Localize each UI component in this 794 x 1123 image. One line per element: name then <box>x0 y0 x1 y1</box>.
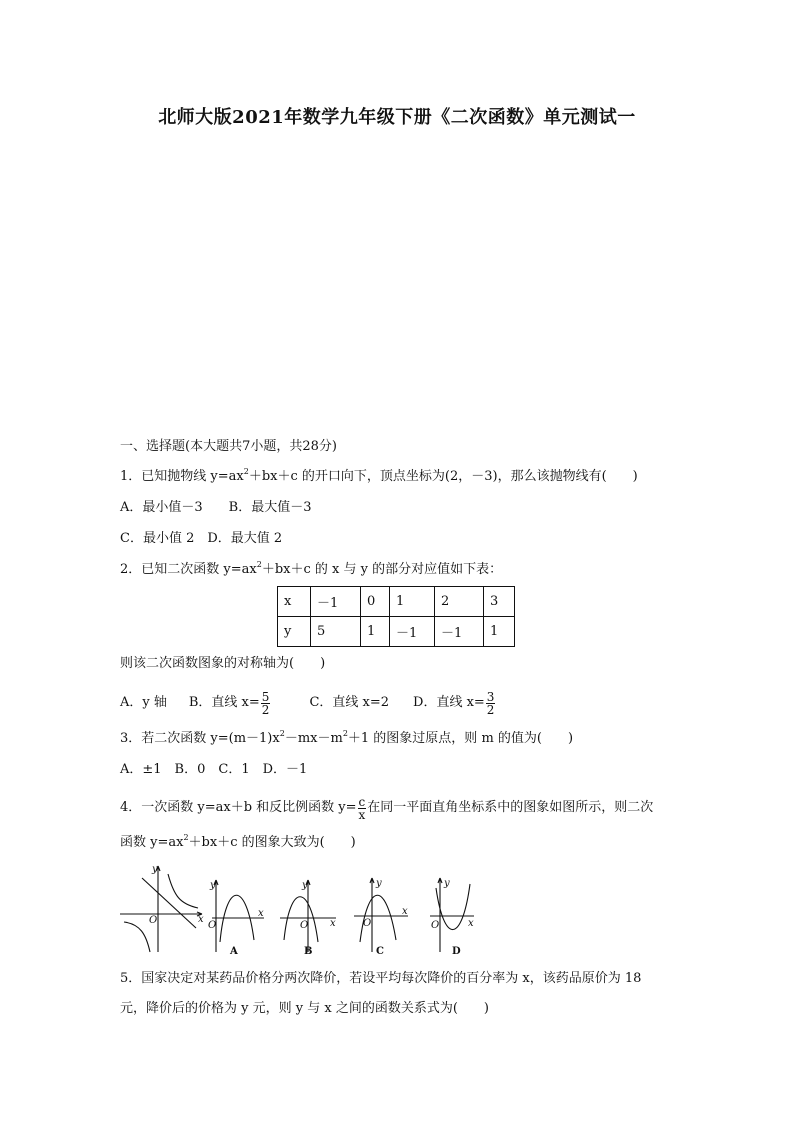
section-heading: 一、选择题(本大题共7小题，共28分) <box>120 439 337 454</box>
q4-line2-pre: 函数 y=ax <box>120 835 184 850</box>
fraction-denominator: 2 <box>261 702 270 717</box>
q3-options: A．±1 B．0 C．1 D．－1 <box>120 762 308 777</box>
q2-option-a: A．y 轴 <box>120 695 167 710</box>
question-3 <box>120 731 573 747</box>
table-cell: x <box>278 587 311 617</box>
q3-sup-2: 2 <box>342 729 348 738</box>
parabola <box>220 895 254 942</box>
q4-text-post: 在同一平面直角坐标系中的图象如图所示，则二次 <box>367 800 654 815</box>
q2-sup: 2 <box>256 560 262 569</box>
option-a-graph <box>208 880 264 957</box>
option-label-d: D <box>452 946 461 957</box>
q2-option-c: C．直线 x=2 <box>309 695 390 710</box>
fraction-numerator: 5 <box>261 689 270 704</box>
table-cell: 3 <box>484 587 515 617</box>
y-axis-label: y <box>210 880 216 891</box>
q2-option-b: B．直线 x= <box>188 695 260 710</box>
fraction-numerator: 3 <box>486 689 495 704</box>
fraction-denominator: x <box>358 807 366 822</box>
origin-label: O <box>149 915 158 926</box>
question-1 <box>120 469 638 485</box>
q1-options-ab: A．最小值－3 B．最大值－3 <box>120 500 312 515</box>
q1-sup: 2 <box>243 467 249 476</box>
q4-line2-post: ＋bx＋c 的图象大致为( ) <box>188 835 356 850</box>
hyperbola-branch-lower <box>124 922 150 952</box>
table-cell: －1 <box>435 617 484 647</box>
question-5: 5．国家决定对某药品价格分两次降价，若设平均每次降价的百分率为 x，该药品原价为 18 <box>120 971 642 986</box>
q3-text-post: ＋1 的图象过原点，则 m 的值为( ) <box>347 731 574 746</box>
parabola <box>436 884 470 930</box>
q2-option-d-fraction <box>486 691 496 716</box>
q4-line2-sup: 2 <box>183 833 189 842</box>
x-axis-label: x <box>468 918 474 929</box>
reference-graph <box>120 864 204 952</box>
y-axis-label: y <box>444 878 450 889</box>
x-axis-label: x <box>330 918 336 929</box>
option-d-graph <box>430 878 474 957</box>
q2-ask: 则该二次函数图象的对称轴为( ) <box>120 656 326 671</box>
q4-fraction <box>358 796 367 821</box>
table-cell: 1 <box>361 617 390 647</box>
option-b-graph <box>280 880 336 957</box>
q3-text-pre: 3．若二次函数 y=(m－1)x <box>120 731 280 746</box>
question-2 <box>120 562 502 578</box>
q1-text-pre: 1．已知抛物线 y=ax <box>120 469 244 484</box>
table-cell: －1 <box>311 587 361 617</box>
q3-sup-1: 2 <box>279 729 285 738</box>
q2-option-d: D．直线 x= <box>413 695 485 710</box>
fraction-denominator: 2 <box>486 702 495 717</box>
x-axis-label: x <box>198 914 204 925</box>
table-cell: 0 <box>361 587 390 617</box>
x-axis-label: x <box>402 906 408 917</box>
origin-label: O <box>300 920 309 931</box>
page-title: 北师大版2021年数学九年级下册《二次函数》单元测试一 <box>158 107 636 128</box>
table-cell: 1 <box>390 587 435 617</box>
origin-label: O <box>363 918 372 929</box>
table-row <box>278 587 515 617</box>
y-axis-label: y <box>302 880 308 891</box>
y-axis-label: y <box>152 864 158 875</box>
question-4 <box>120 793 653 823</box>
y-axis-label: y <box>376 878 382 889</box>
fraction-numerator: c <box>358 794 366 809</box>
q4-text-pre: 4．一次函数 y=ax＋b 和反比例函数 y= <box>120 800 357 815</box>
q5-line-2: 元，降价后的价格为 y 元，则 y 与 x 之间的函数关系式为( ) <box>120 1001 489 1016</box>
value-table <box>277 586 515 647</box>
option-label-c: C <box>376 946 384 957</box>
q4-line-2 <box>120 835 356 851</box>
origin-label: O <box>431 920 440 931</box>
q2-options <box>120 688 496 718</box>
option-label-a: A <box>230 946 238 957</box>
q1-text-post: ＋bx＋c 的开口向下，顶点坐标为(2，－3)，那么该抛物线有( ) <box>248 469 638 484</box>
option-c-graph <box>354 878 408 957</box>
table-cell: y <box>278 617 311 647</box>
q2-text-post: ＋bx＋c 的 x 与 y 的部分对应值如下表： <box>261 562 503 577</box>
q3-text-mid: －mx－m <box>284 731 343 746</box>
q2-option-b-fraction <box>261 691 271 716</box>
q1-options-cd: C．最小值 2 D．最大值 2 <box>120 531 283 546</box>
q2-text-pre: 2．已知二次函数 y=ax <box>120 562 257 577</box>
table-cell: 2 <box>435 587 484 617</box>
option-label-b: B <box>304 946 313 957</box>
table-cell: 5 <box>311 617 361 647</box>
q4-figure <box>118 860 478 960</box>
table-cell: －1 <box>390 617 435 647</box>
table-row <box>278 617 515 647</box>
x-axis-label: x <box>258 908 264 919</box>
table-cell: 1 <box>484 617 515 647</box>
origin-label: O <box>208 920 217 931</box>
hyperbola-branch-upper <box>168 874 198 908</box>
